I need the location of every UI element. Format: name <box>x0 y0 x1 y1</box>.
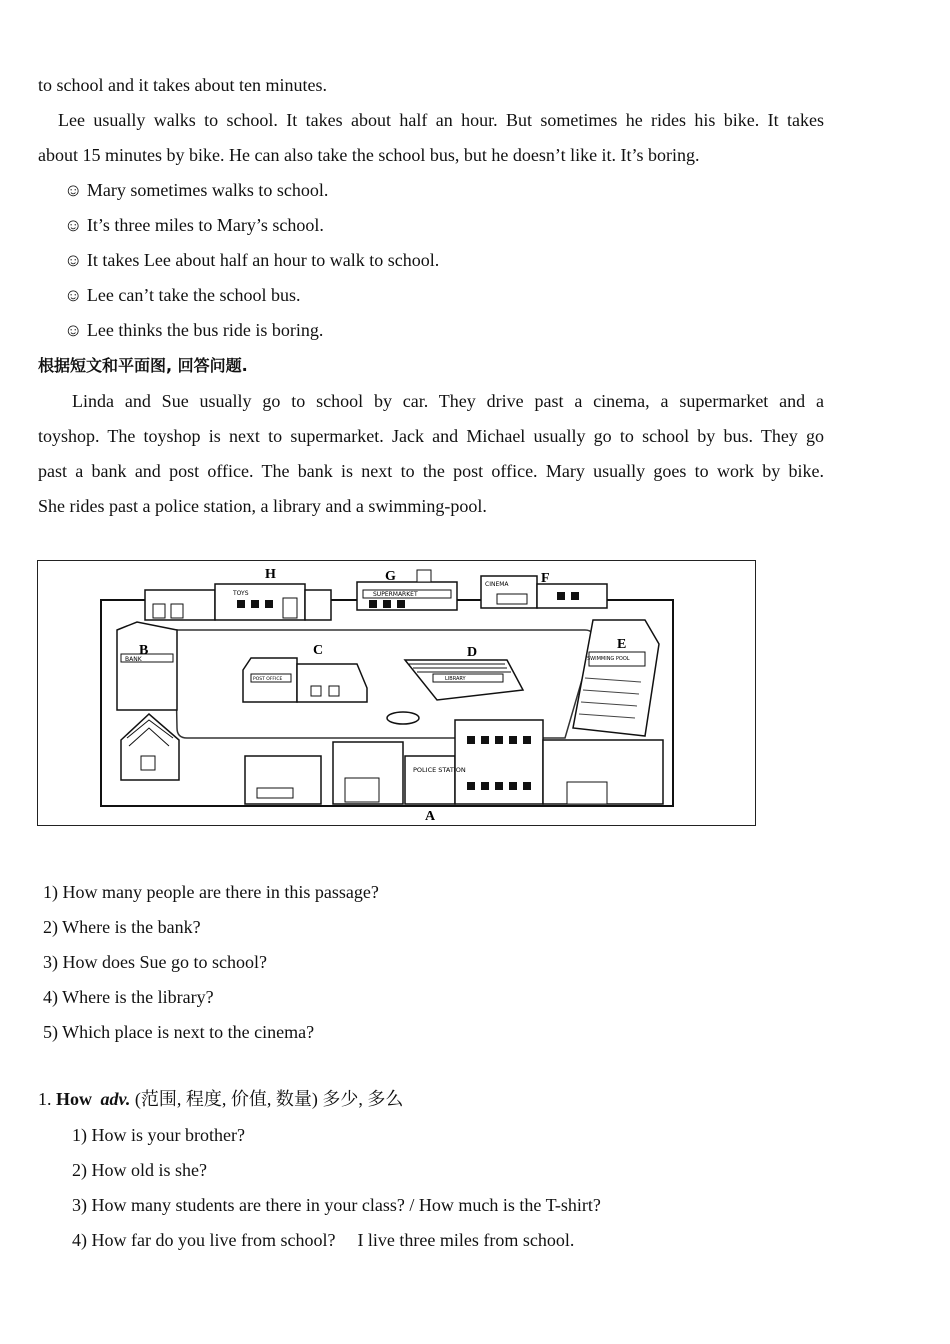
question-item: 4) Where is the library? <box>43 987 214 1007</box>
passage2-line: past a bank and post office. The bank is next to the post office. Mary usually goes to work by bike. <box>38 461 824 481</box>
grammar-meaning: (范围, 程度, 价值, 数量) 多少, 多么 <box>134 1089 404 1109</box>
grammar-example-answer: I live three miles from school. <box>357 1230 575 1250</box>
grammar-pos: adv. <box>100 1089 131 1109</box>
town-map <box>37 560 756 826</box>
grammar-heading <box>38 1088 403 1110</box>
statement-item: ☺ Lee can’t take the school bus. <box>64 285 301 305</box>
passage2-line: Linda and Sue usually go to school by car. They drive past a cinema, a supermarket and a <box>72 391 824 411</box>
question-item: 5) Which place is next to the cinema? <box>43 1022 315 1042</box>
post-office-sign: POST OFFICE <box>253 677 283 682</box>
grammar-word: How <box>56 1089 92 1109</box>
grammar-number: 1. <box>38 1089 52 1109</box>
question-item: 1) How many people are there in this passage? <box>43 882 379 902</box>
map-letter-c: C <box>313 643 324 658</box>
map-letter-d: D <box>467 645 478 660</box>
building-c <box>243 658 367 702</box>
supermarket-sign: SUPERMARKET <box>373 591 418 598</box>
map-letter-e: E <box>617 637 627 652</box>
passage2-line: She rides past a police station, a library and a swimming-pool. <box>38 496 487 516</box>
passage2-line: toyshop. The toyshop is next to supermarket. Jack and Michael usually go to school by bus. They go <box>38 426 824 446</box>
map-letter-a: A <box>425 809 436 824</box>
passage-line: to school and it takes about ten minutes. <box>38 75 327 95</box>
grammar-example: 2) How old is she? <box>72 1160 207 1180</box>
map-letter-b: B <box>139 643 149 658</box>
toyshop-sign: TOYS <box>233 590 249 597</box>
grammar-example-question: 4) How far do you live from school? <box>72 1230 336 1250</box>
passage-line: Lee usually walks to school. It takes about half an hour. But sometimes he rides his bike. It takes <box>58 110 824 130</box>
statement-item: ☺ It’s three miles to Mary’s school. <box>64 215 324 235</box>
question-item: 3) How does Sue go to school? <box>43 952 267 972</box>
map-letter-h: H <box>265 567 276 582</box>
building-h <box>145 584 331 620</box>
grammar-example: 1) How is your brother? <box>72 1125 245 1145</box>
statement-item: ☺ It takes Lee about half an hour to walk to school. <box>64 250 440 270</box>
library-sign: LIBRARY <box>445 676 466 682</box>
fountain <box>387 712 419 724</box>
section-heading: 根据短文和平面图, 回答问题. <box>38 356 248 375</box>
police-station-sign: POLICE STATION <box>413 766 466 774</box>
cinema-sign: CINEMA <box>485 581 509 588</box>
swimming-pool-sign: SWIMMING POOL <box>587 656 630 662</box>
bank-sign: BANK <box>125 656 142 663</box>
statement-item: ☺ Mary sometimes walks to school. <box>64 180 329 200</box>
question-item: 2) Where is the bank? <box>43 917 201 937</box>
grammar-example: 3) How many students are there in your class? / How much is the T-shirt? <box>72 1195 601 1215</box>
map-letter-f: F <box>541 571 550 586</box>
map-letter-g: G <box>385 569 396 584</box>
grammar-example <box>72 1229 574 1251</box>
statement-item: ☺ Lee thinks the bus ride is boring. <box>64 320 324 340</box>
passage-line: about 15 minutes by bike. He can also take the school bus, but he doesn’t like it. It’s boring. <box>38 145 700 165</box>
